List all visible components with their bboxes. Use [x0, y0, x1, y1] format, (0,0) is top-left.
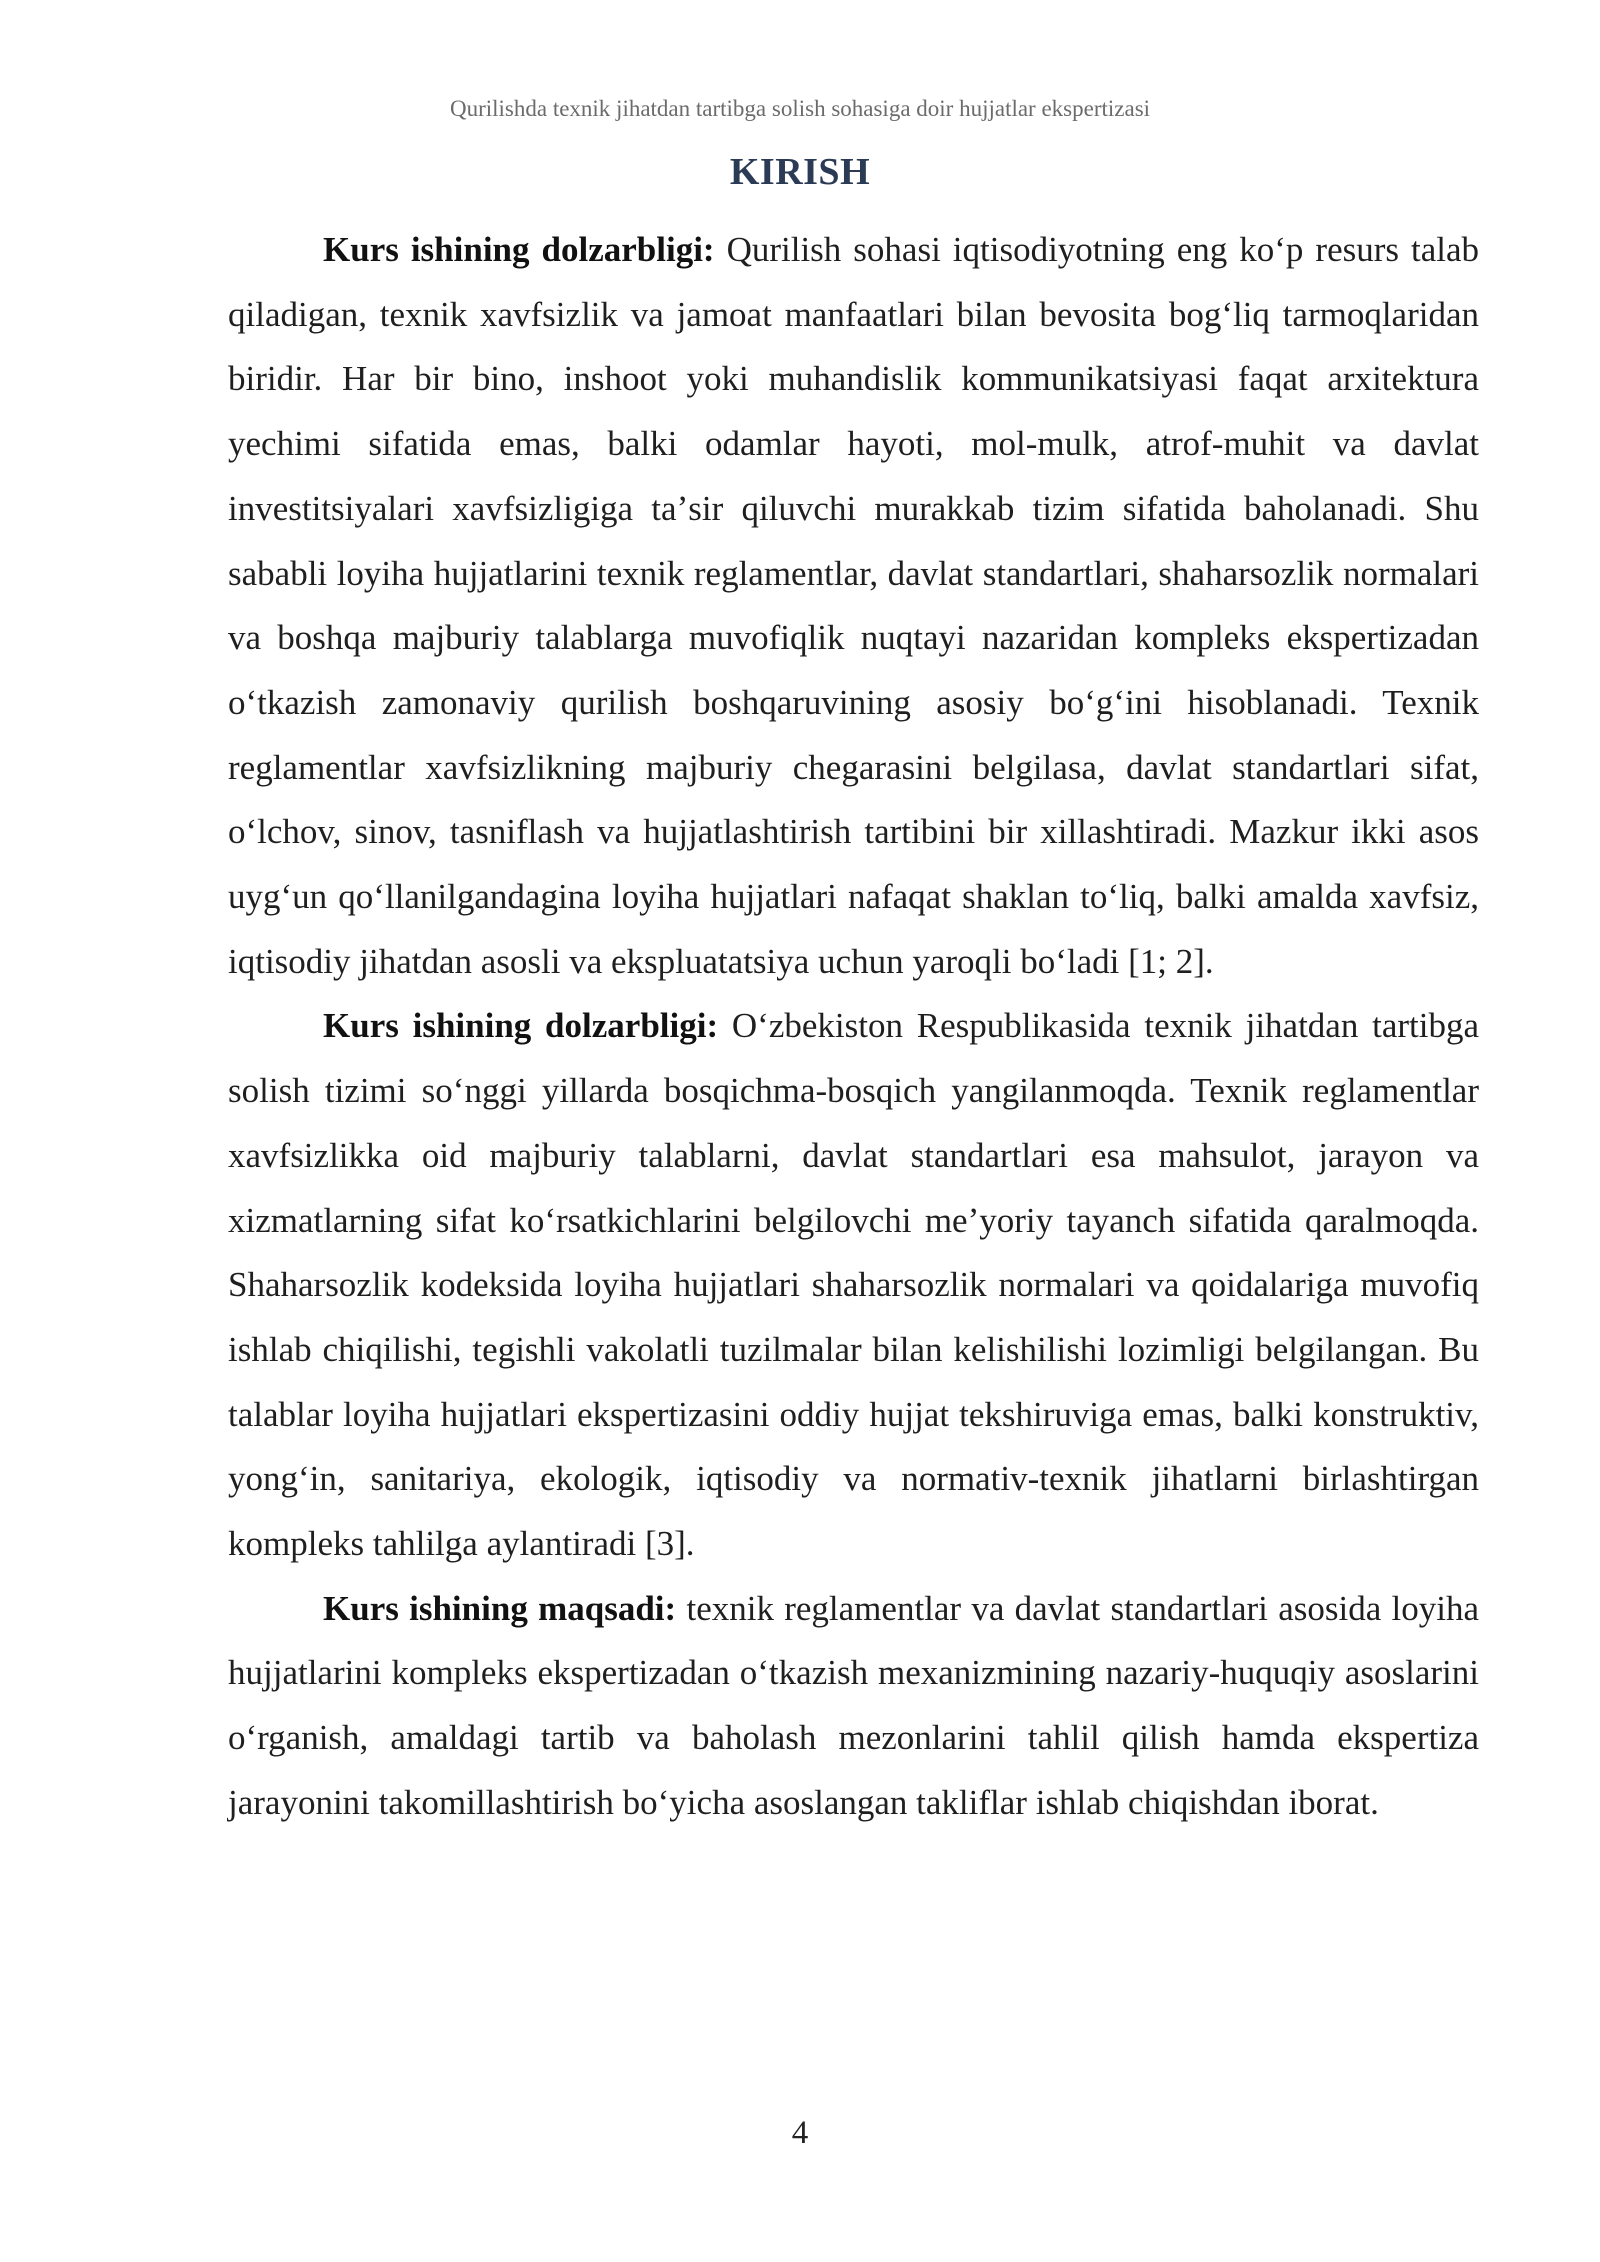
body-text	[228, 218, 1479, 1836]
paragraph-relevance-2	[228, 994, 1479, 1576]
paragraph-goal	[228, 1577, 1479, 1836]
running-header: Qurilishda texnik jihatdan tartibga solish sohasiga doir hujjatlar ekspertizasi	[449, 96, 1151, 121]
paragraph-lead: Kurs ishining dolzarbligi:	[323, 1006, 719, 1046]
paragraph-relevance-1	[228, 218, 1479, 994]
paragraph-body: Oʻzbekiston Respublikasida texnik jihatdan tartibga solish tizimi soʻnggi yillarda bosqichma-bosqich yangilanmoqda. Texnik reglamentlar xavfsizlikka oid majburiy talablarni, davlat standartlari esa mahsulot, jarayon va xizmatlarning sifat koʻrsatkichlarini belgilovchi meʼyoriy tayanch sifatida qaralmoqda. Shaharsozlik kodeksida loyiha hujjatlari shaharsozlik normalari va qoidalariga muvofiq ishlab chiqilishi, tegishli vakolatli tuzilmalar bilan kelishilishi lozimligi belgilangan. Bu talablar loyiha hujjatlari ekspertizasini oddiy hujjat tekshiruviga emas, balki konstruktiv, yongʻin, sanitariya, ekologik, iqtisodiy va normativ-texnik jihatlarni birlashtirgan kompleks tahlilga aylantiradi [3].	[228, 1006, 1479, 1564]
paragraph-body: Qurilish sohasi iqtisodiyotning eng koʻp resurs talab qiladigan, texnik xavfsizlik va jamoat manfaatlari bilan bevosita bogʻliq tarmoqlaridan biridir. Har bir bino, inshoot yoki muhandislik kommunikatsiyasi faqat arxitektura yechimi sifatida emas, balki odamlar hayoti, mol-mulk, atrof-muhit va davlat investitsiyalari xavfsizligiga taʼsir qiluvchi murakkab tizim sifatida baholanadi. Shu sababli loyiha hujjatlarini texnik reglamentlar, davlat standartlari, shaharsozlik normalari va boshqa majburiy talablarga muvofiqlik nuqtayi nazaridan kompleks ekspertizadan oʻtkazish zamonaviy qurilish boshqaruvining asosiy boʻgʻini hisoblanadi. Texnik reglamentlar xavfsizlikning majburiy chegarasini belgilasa, davlat standartlari sifat, oʻlchov, sinov, tasniflash va hujjatlashtirish tartibini bir xillashtiradi. Mazkur ikki asos uygʻun qoʻllanilgandagina loyiha hujjatlari nafaqat shaklan toʻliq, balki amalda xavfsiz, iqtisodiy jihatdan asosli va ekspluatatsiya uchun yaroqli boʻladi [1; 2].	[228, 230, 1480, 981]
paragraph-lead: Kurs ishining dolzarbligi:	[323, 230, 715, 269]
page-number: 4	[791, 2115, 809, 2151]
paragraph-body: texnik reglamentlar va davlat standartlari asosida loyiha hujjatlarini kompleks ekspertizadan oʻtkazish mexanizmining nazariy-huquqiy asoslarini oʻrganish, amaldagi tartib va baholash mezonlarini tahlil qilish hamda ekspertiza jarayonini takomillashtirish boʻyicha asoslangan takliflar ishlab chiqishdan iborat.	[228, 1588, 1479, 1822]
paragraph-lead: Kurs ishining maqsadi:	[323, 1588, 677, 1628]
section-title: KIRISH	[729, 151, 871, 193]
